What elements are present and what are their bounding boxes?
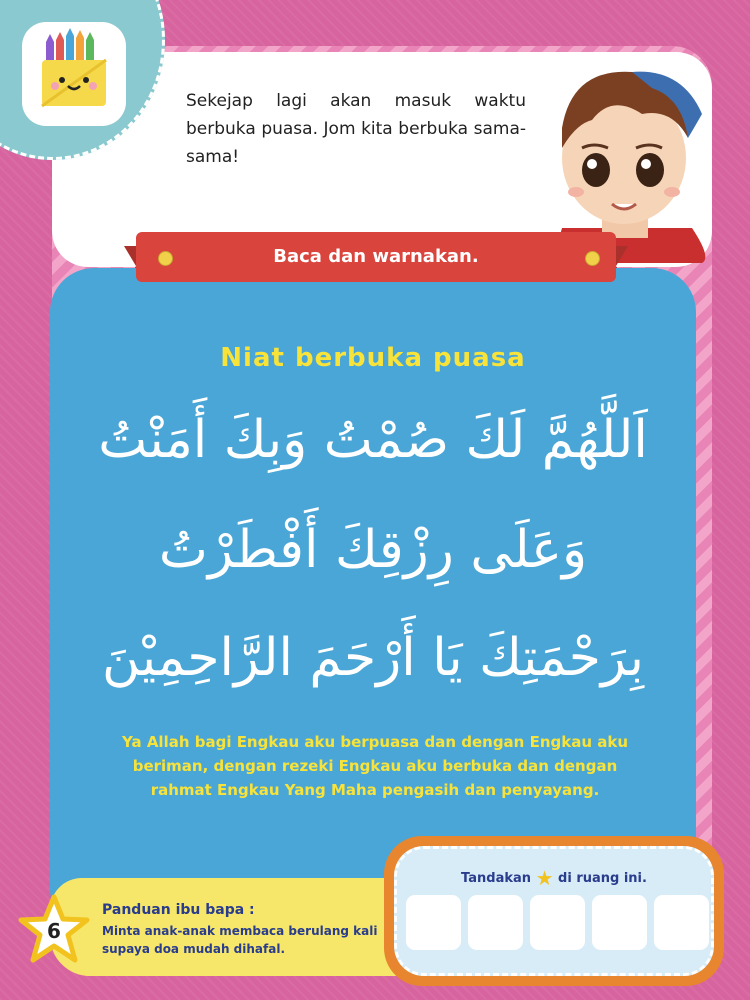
prayer-translation: Ya Allah bagi Engkau aku berpuasa dan dengan Engkau aku beriman, dengan rezeki Engkau aku berbuka dan dengan rahmat Engkau Yang Maha pengasih dan penyayang.	[121, 733, 629, 799]
tick-slot-1[interactable]	[406, 895, 461, 950]
star-icon: ★	[535, 866, 554, 890]
crayon-box-icon	[22, 22, 126, 126]
parent-guide-body: Minta anak-anak membaca berulang kali supaya doa mudah dihafal.	[102, 924, 378, 956]
arabic-line-2: وَعَلَى رِزْقِكَ أَفْطَرْتُ	[158, 520, 588, 580]
instruction-label: Baca dan warnakan.	[273, 246, 479, 267]
arabic-line-1: اَللَّهُمَّ لَكَ صُمْتُ وَبِكَ أَمَنْتُ	[98, 410, 648, 470]
parent-guide-title: Panduan ibu bapa :	[102, 902, 255, 918]
page-number: 6	[47, 919, 61, 943]
tick-slot-5[interactable]	[654, 895, 709, 950]
arabic-line-3: بِرَحْمَتِكَ يَا أَرْحَمَ الرَّاحِمِيْنَ	[101, 628, 644, 688]
tick-slot-3[interactable]	[530, 895, 585, 950]
prayer-title: Niat berbuka puasa	[220, 343, 526, 373]
tick-label-before: Tandakan	[461, 871, 532, 886]
tick-slot-2[interactable]	[468, 895, 523, 950]
tick-slot-4[interactable]	[592, 895, 647, 950]
tick-label-after: di ruang ini.	[558, 871, 647, 886]
speech-text: Sekejap lagi akan masuk waktu berbuka puasa. Jom kita berbuka sama-sama!	[186, 91, 526, 167]
tick-area-label	[394, 866, 714, 890]
